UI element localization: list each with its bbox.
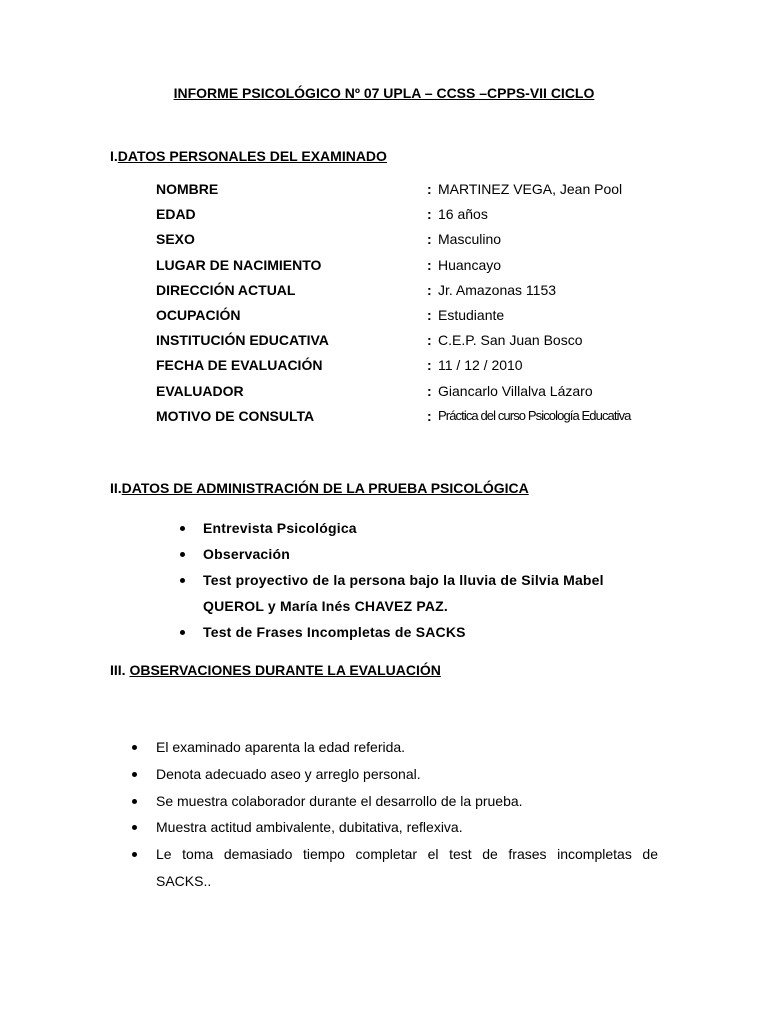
row-colon: : bbox=[427, 306, 432, 323]
row-colon: : bbox=[427, 206, 432, 223]
section-1-number: I. bbox=[110, 148, 118, 164]
section-3-heading bbox=[110, 662, 441, 678]
tests-list bbox=[178, 515, 648, 645]
list-item-text: Se muestra colaborador durante el desarrollo de la prueba. bbox=[156, 792, 523, 809]
personal-row-occupation bbox=[156, 304, 676, 329]
list-item-text: Muestra actitud ambivalente, dubitativa, reflexiva. bbox=[156, 819, 463, 836]
bullet-icon bbox=[180, 578, 185, 583]
bullet-icon bbox=[180, 526, 185, 531]
list-item-text: Test de Frases Incompletas de SACKS bbox=[203, 624, 466, 640]
section-3-title: OBSERVACIONES DURANTE LA EVALUACIÓN bbox=[129, 662, 441, 678]
row-value: Huancayo bbox=[438, 256, 502, 273]
row-colon: : bbox=[427, 256, 432, 273]
section-2-number: II. bbox=[110, 480, 122, 496]
section-3-number: III. bbox=[110, 662, 130, 678]
list-item-text: Observación bbox=[203, 546, 291, 562]
row-colon: : bbox=[427, 382, 432, 399]
row-label: NOMBRE bbox=[156, 181, 219, 197]
list-item bbox=[178, 619, 648, 645]
row-colon: : bbox=[427, 407, 432, 424]
row-colon: : bbox=[427, 281, 432, 298]
row-colon: : bbox=[427, 181, 432, 197]
row-label: DIRECCIÓN ACTUAL bbox=[156, 281, 296, 298]
personal-row-evaluator bbox=[156, 380, 676, 405]
list-item bbox=[130, 761, 658, 788]
list-item-text: Test proyectivo de la persona bajo la lluvia de Silvia Mabel QUEROL y María Inés CHAVEZ PAZ. bbox=[203, 572, 604, 614]
personal-row-age bbox=[156, 203, 676, 228]
personal-row-consultation-reason bbox=[156, 405, 676, 430]
personal-row-birthplace bbox=[156, 254, 676, 279]
list-item bbox=[130, 734, 658, 761]
personal-row-address bbox=[156, 279, 676, 304]
section-1-title: DATOS PERSONALES DEL EXAMINADO bbox=[117, 148, 387, 164]
row-value: 11 / 12 / 2010 bbox=[438, 357, 523, 374]
row-label: MOTIVO DE CONSULTA bbox=[156, 407, 315, 424]
row-value: Práctica del curso Psicología Educativa bbox=[438, 407, 631, 423]
personal-data-table bbox=[156, 178, 676, 430]
bullet-icon bbox=[132, 852, 137, 857]
section-1-heading bbox=[110, 148, 387, 164]
list-item-text: Denota adecuado aseo y arreglo personal. bbox=[156, 765, 421, 782]
row-value: MARTINEZ VEGA, Jean Pool bbox=[438, 181, 623, 197]
row-value: C.E.P. San Juan Bosco bbox=[438, 332, 583, 349]
row-colon: : bbox=[427, 332, 432, 349]
row-value: 16 años bbox=[438, 206, 488, 223]
list-item bbox=[130, 841, 658, 895]
row-value: Estudiante bbox=[438, 306, 505, 323]
list-item bbox=[178, 567, 648, 619]
row-label: SEXO bbox=[156, 231, 195, 248]
bullet-icon bbox=[132, 799, 137, 804]
section-2-heading bbox=[110, 480, 529, 496]
list-item bbox=[178, 541, 648, 567]
bullet-icon bbox=[132, 772, 137, 777]
section-2-title: DATOS DE ADMINISTRACIÓN DE LA PRUEBA PSICOLÓGICA bbox=[121, 480, 529, 496]
personal-row-institution bbox=[156, 329, 676, 354]
bullet-icon bbox=[132, 825, 137, 830]
row-label: LUGAR DE NACIMIENTO bbox=[156, 256, 322, 273]
row-label: EDAD bbox=[156, 206, 196, 223]
observations-list bbox=[130, 734, 658, 895]
list-item bbox=[178, 515, 648, 541]
list-item-text: Le toma demasiado tiempo completar el test de frases incompletas de SACKS.. bbox=[156, 846, 658, 889]
row-label: INSTITUCIÓN EDUCATIVA bbox=[156, 332, 329, 349]
bullet-icon bbox=[132, 745, 137, 750]
row-label: FECHA DE EVALUACIÓN bbox=[156, 357, 323, 374]
list-item bbox=[130, 788, 658, 815]
row-value: Masculino bbox=[438, 231, 502, 248]
row-label: OCUPACIÓN bbox=[156, 306, 241, 323]
personal-row-evaluation-date bbox=[156, 354, 676, 379]
row-value: Giancarlo Villalva Lázaro bbox=[438, 382, 593, 399]
report-title: INFORME PSICOLÓGICO Nº 07 UPLA – CCSS –CPPS-VII CICLO bbox=[173, 85, 595, 101]
personal-row-sex bbox=[156, 228, 676, 253]
list-item-text: Entrevista Psicológica bbox=[203, 520, 357, 536]
bullet-icon bbox=[180, 630, 185, 635]
list-item bbox=[130, 814, 658, 841]
personal-row-name bbox=[156, 178, 676, 203]
row-colon: : bbox=[427, 357, 432, 374]
list-item-text: El examinado aparenta la edad referida. bbox=[156, 739, 406, 755]
bullet-icon bbox=[180, 552, 185, 557]
row-label: EVALUADOR bbox=[156, 382, 244, 399]
row-colon: : bbox=[427, 231, 432, 248]
row-value: Jr. Amazonas 1153 bbox=[438, 281, 557, 298]
